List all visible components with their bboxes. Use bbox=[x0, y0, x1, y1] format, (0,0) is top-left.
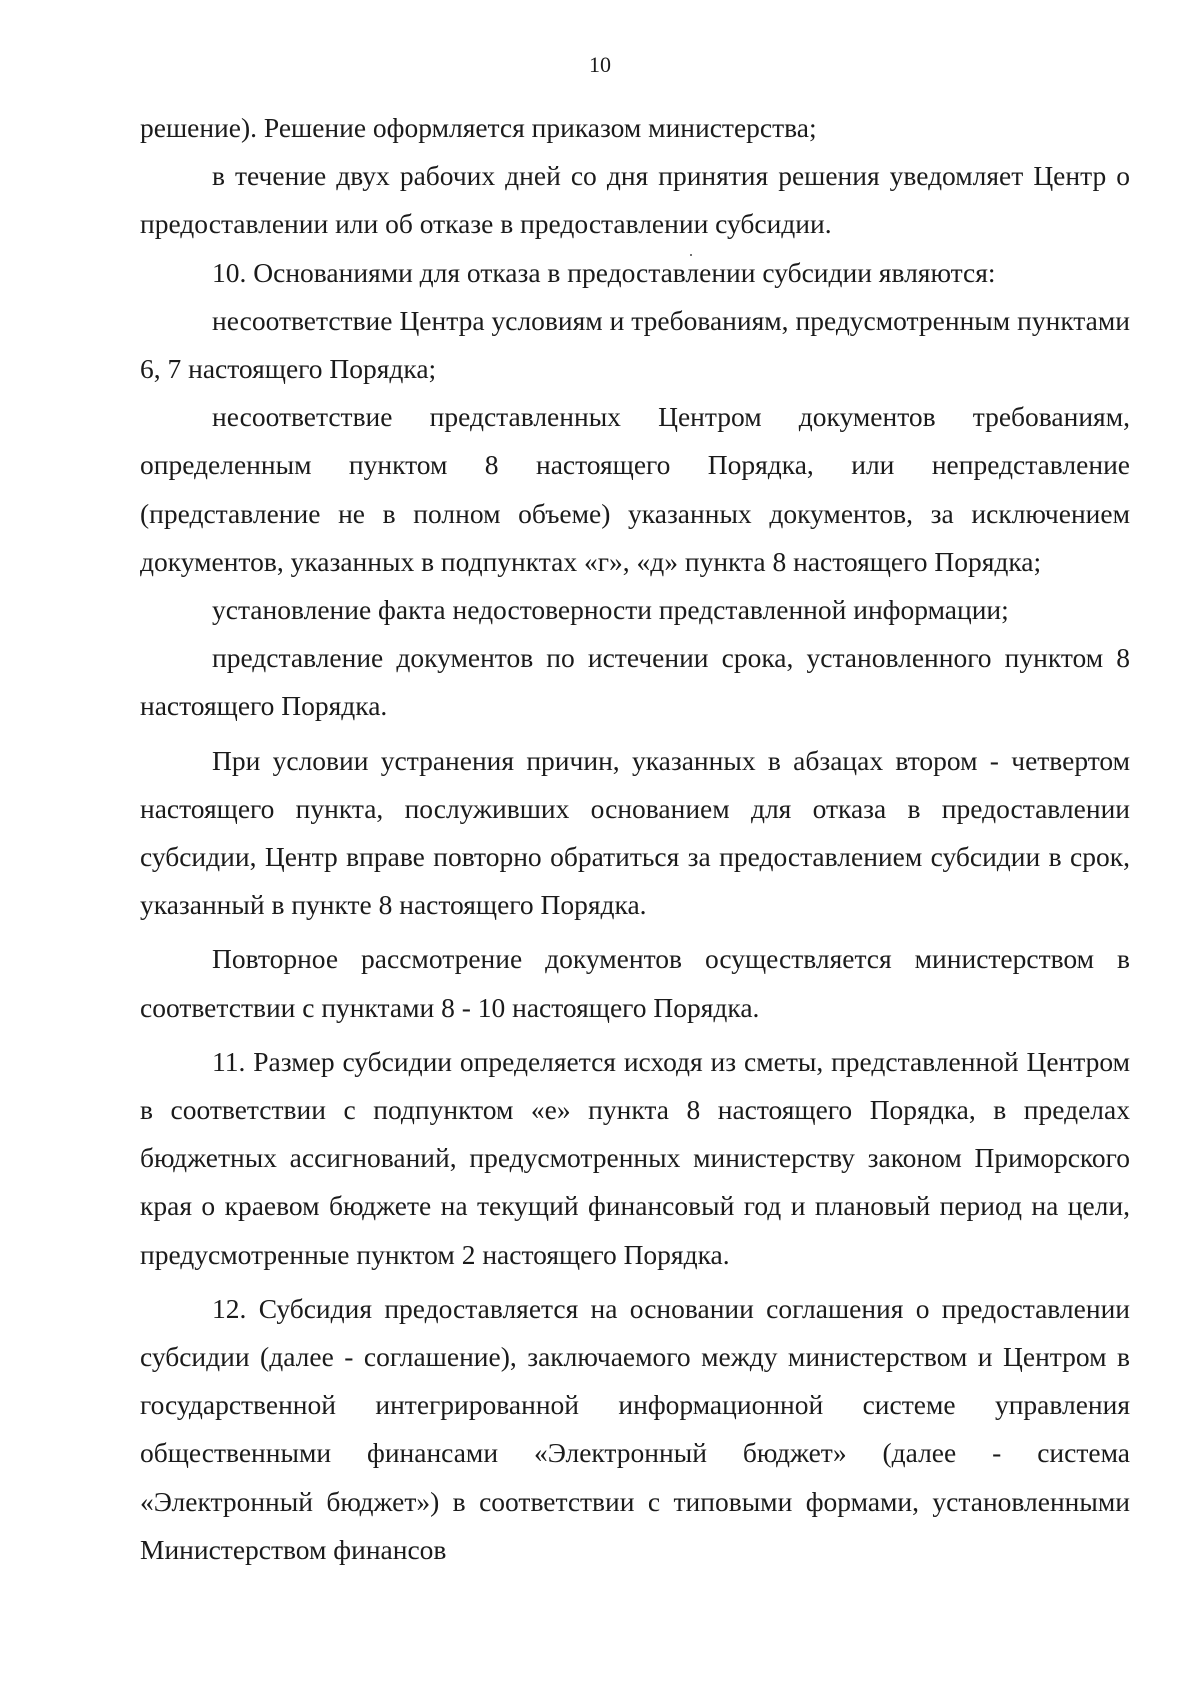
paragraph: 11. Размер субсидии определяется исходя из сметы, представленной Центром в соответствии с подпунктом «е» пункта 8 настоящего Порядка, в пределах бюджетных ассигнований, предусмотренных министерству законом Приморского края о краевом бюджете на текущий финансовый год и плановый период на цели, предусмотренные пунктом 2 настоящего Порядка. bbox=[140, 1045, 1130, 1270]
page-number: 10 bbox=[589, 52, 611, 77]
paragraph: представление документов по истечении срока, установленного пунктом 8 настоящего Порядка. bbox=[140, 642, 1130, 722]
paragraph: При условии устранения причин, указанных в абзацах втором - четвертом настоящего пункта, послуживших основанием для отказа в предоставлении субсидии, Центр вправе повторно обратиться за предоставлением субсидии в срок, указанный в пункте 8 настоящего Порядка. bbox=[140, 744, 1130, 921]
paragraph: 12. Субсидия предоставляется на основании соглашения о предоставлении субсидии (далее - соглашение), заключаемого между министерством и Центром в государственной интегрированной информационной системе управления общественными финансами «Электронный бюджет» (далее - система «Электронный бюджет») в соответствии с типовыми формами, установленными Министерством финансов bbox=[140, 1292, 1130, 1565]
paragraph: несоответствие представленных Центром документов требованиям, определенным пунктом 8 настоящего Порядка, или непредставление (представление не в полном объеме) указанных документов, за исключением документов, указанных в подпунктах «г», «д» пункта 8 настоящего Порядка; bbox=[140, 401, 1130, 577]
paragraph: решение). Решение оформляется приказом министерства; bbox=[140, 112, 817, 143]
document-body bbox=[140, 104, 1130, 1574]
paragraph: установление факта недостоверности представленной информации; bbox=[212, 594, 1009, 626]
paragraph: 10. Основаниями для отказа в предоставлении субсидии являются: bbox=[212, 256, 996, 288]
paragraph: в течение двух рабочих дней со дня принятия решения уведомляет Центр о предоставлении или об отказе в предоставлении субсидии. bbox=[140, 160, 1130, 240]
paragraph: несоответствие Центра условиям и требованиям, предусмотренным пунктами 6, 7 настоящего Порядка; bbox=[140, 304, 1130, 385]
paragraph: Повторное рассмотрение документов осуществляется министерством в соответствии с пунктами 8 - 10 настоящего Порядка. bbox=[140, 943, 1130, 1023]
